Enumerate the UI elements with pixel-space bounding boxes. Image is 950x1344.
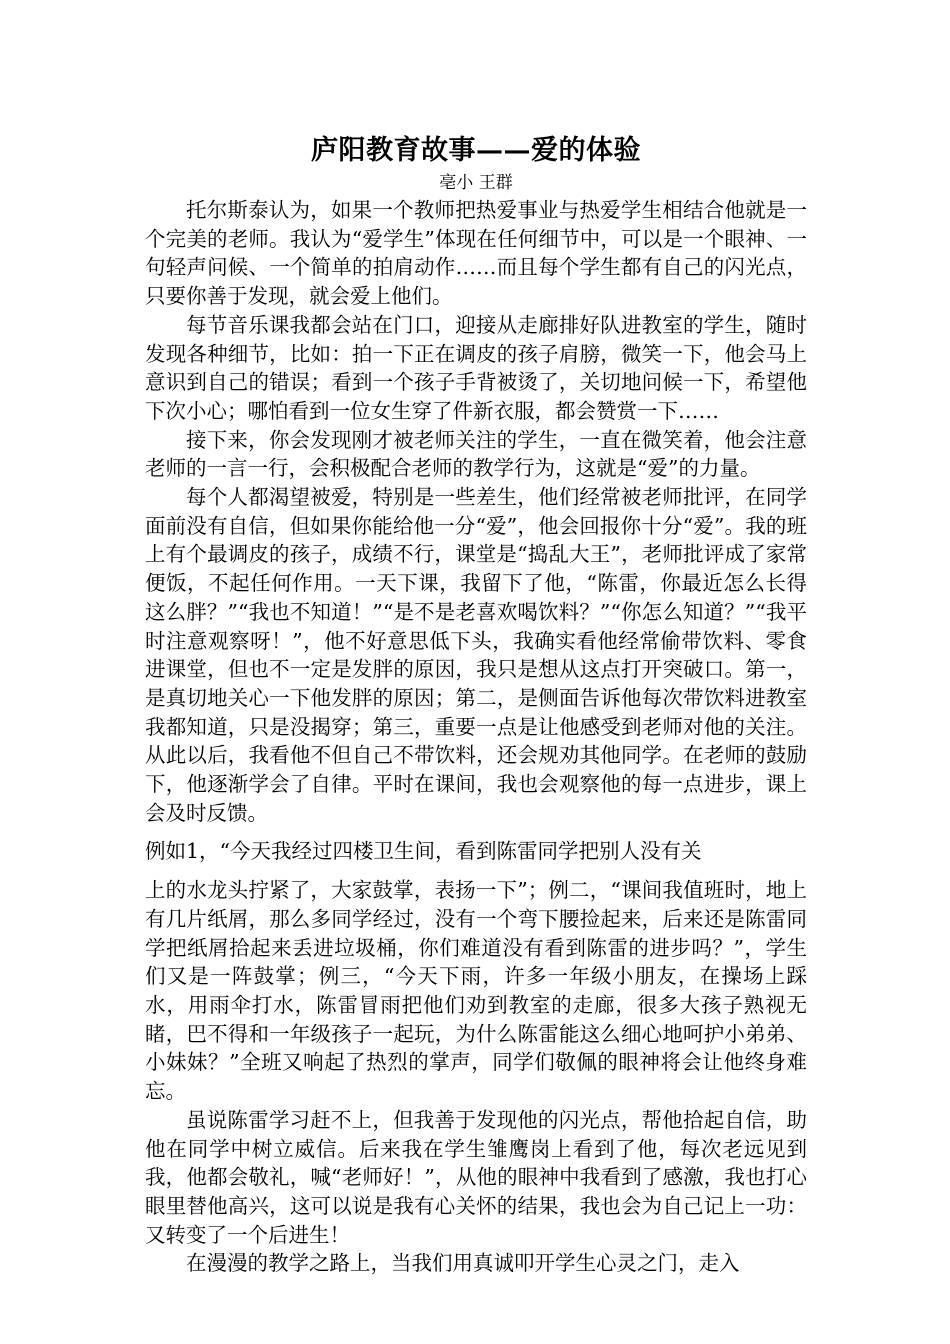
paragraph-7: 在漫漫的教学之路上，当我们用真诚叩开学生心灵之门，走入	[186, 1251, 740, 1276]
paragraph-1: 托尔斯泰认为，如果一个教师把热爱事业与热爱学生相结合他就是一个完美的老师。我认为“爱学生”体现在任何细节中，可以是一个眼神、一句轻声问候、一个简单的拍肩动作……而且每个学生都有自己的闪光点，只要你善于发现，就会爱上他们。	[145, 198, 807, 309]
document-page	[145, 132, 807, 1278]
paragraph-5-continued: 上的水龙头拧紧了，大家鼓掌，表扬一下”；例二，“课间我值班时，地上有几片纸屑，那么多同学经过，没有一个弯下腰捡起来，后来还是陈雷同学把纸屑拾起来丢进垃圾桶，你们难道没有看到陈雷的进步吗？”，学生们又是一阵鼓掌；例三，“今天下雨，许多一年级小朋友，在操场上踩水，用雨伞打水，陈雷冒雨把他们劝到教室的走廊，很多大孩子熟视无睹，巴不得和一年级孩子一起玩，为什么陈雷能这么细心地呵护小弟弟、小妹妹？”全班又响起了热烈的掌声，同学们敬佩的眼神将会让他终身难忘。	[145, 878, 807, 1104]
paragraph-5-line: 例如1，“今天我经过四楼卫生间，看到陈雷同学把别人没有关	[145, 839, 702, 864]
paragraph-4: 每个人都渴望被爱，特别是一些差生，他们经常被老师批评，在同学面前没有自信，但如果你能给他一分“爱”，他会回报你十分“爱”。我的班上有个最调皮的孩子，成绩不行，课堂是“捣乱大王”，老师批评成了家常便饭，不起任何作用。一天下课，我留下了他，“陈雷，你最近怎么长得这么胖？”“我也不知道！”“是不是老喜欢喝饮料？”“你怎么知道？”“我平时注意观察呀！”，他不好意思低下头，我确实看他经常偷带饮料、零食进课堂，但也不一定是发胖的原因，我只是想从这点打开突破口。第一，是真切地关心一下他发胖的原因；第二，是侧面告诉他每次带饮料进教室我都知道，只是没揭穿；第三，重要一点是让他感受到老师对他的关注。从此以后，我看他不但自己不带饮料，还会规劝其他同学。在老师的鼓励下，他逐渐学会了自律。平时在课间，我也会观察他的每一点进步，课上会及时反馈。	[145, 485, 807, 825]
paragraph-3: 接下来，你会发现刚才被老师关注的学生，一直在微笑着，他会注意老师的一言一行，会积极配合老师的教学行为，这就是“爱”的力量。	[145, 427, 807, 481]
document-title: 庐阳教育故事——爱的体验	[311, 135, 641, 166]
document-author: 亳小 王群	[439, 173, 513, 193]
paragraph-2: 每节音乐课我都会站在门口，迎接从走廊排好队进教室的学生，随时发现各种细节，比如：拍一下正在调皮的孩子肩膀，微笑一下，他会马上意识到自己的错误；看到一个孩子手背被烫了，关切地问候一下，希望他下次小心；哪怕看到一位女生穿了件新衣服，都会赞赏一下……	[145, 312, 807, 423]
paragraph-6: 虽说陈雷学习赶不上，但我善于发现他的闪光点，帮他拾起自信，助他在同学中树立威信。后来我在学生雏鹰岗上看到了他，每次老远见到我，他都会敬礼，喊“老师好！”，从他的眼神中我看到了感激，我也打心眼里替他高兴，这可以说是我有心关怀的结果，我也会为自己记上一功：又转变了一个后进生！	[145, 1107, 807, 1247]
